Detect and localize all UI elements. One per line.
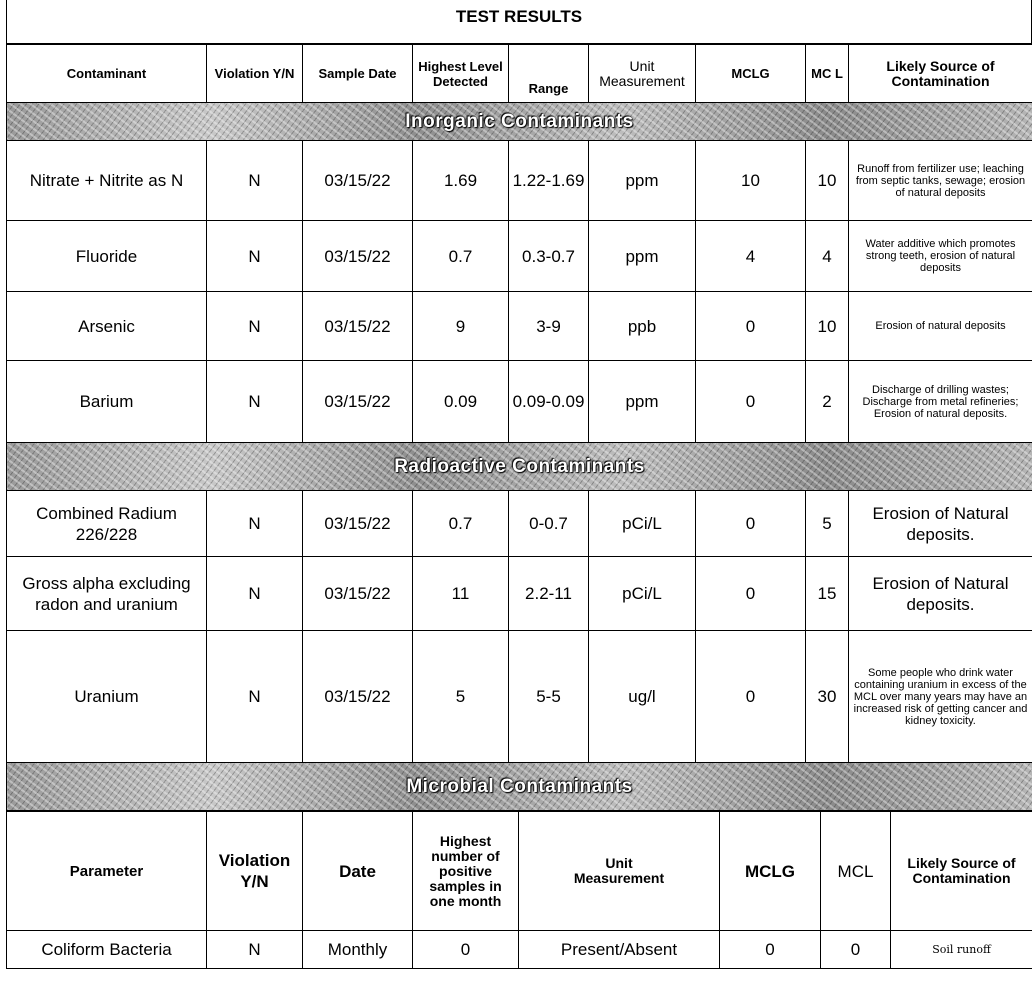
col-header-mcl: MC L	[806, 45, 849, 103]
cell-mclg: 0	[696, 292, 806, 361]
cell-violation: N	[207, 557, 303, 631]
cell-unit: ppm	[589, 221, 696, 292]
cell-mcl: 4	[806, 221, 849, 292]
cell-unit: ppm	[589, 141, 696, 221]
cell-date: 03/15/22	[303, 631, 413, 763]
col-header-unit: Unit Measurement	[589, 45, 696, 103]
cell-source: Some people who drink water containing uranium in excess of the MCL over many years may have an increased risk of getting cancer and kidney toxicity.	[849, 631, 1032, 763]
cell-mcl: 10	[806, 292, 849, 361]
table-row	[7, 221, 1032, 292]
col-header-mcl: MCL	[821, 812, 891, 931]
cell-range: 0.09-0.09	[509, 361, 589, 443]
col-header-source: Likely Source of Contamination	[849, 45, 1032, 103]
cell-highest: 0.7	[413, 221, 509, 292]
cell-mclg: 10	[696, 141, 806, 221]
col-header-contaminant: Contaminant	[7, 45, 207, 103]
cell-source: Erosion of natural deposits	[849, 292, 1032, 361]
cell-date: 03/15/22	[303, 491, 413, 557]
cell-contaminant: Uranium	[7, 631, 207, 763]
cell-range: 3-9	[509, 292, 589, 361]
page-title: TEST RESULTS	[6, 0, 1032, 44]
cell-highest: 9	[413, 292, 509, 361]
col-header-highest-positive: Highest number of positive samples in one month	[413, 812, 519, 931]
cell-mcl: 0	[821, 931, 891, 969]
col-header-date: Date	[303, 812, 413, 931]
table-row	[7, 631, 1032, 763]
cell-date: 03/15/22	[303, 141, 413, 221]
cell-range: 0.3-0.7	[509, 221, 589, 292]
cell-violation: N	[207, 292, 303, 361]
cell-source: Erosion of Natural deposits.	[849, 491, 1032, 557]
cell-date: Monthly	[303, 931, 413, 969]
cell-unit: ug/l	[589, 631, 696, 763]
section-title-inorganic: Inorganic Contaminants	[7, 103, 1032, 141]
cell-unit: ppm	[589, 361, 696, 443]
col-header-highest-level: Highest Level Detected	[413, 45, 509, 103]
cell-date: 03/15/22	[303, 221, 413, 292]
col-header-unit: Unit Measurement	[519, 812, 720, 931]
cell-highest: 5	[413, 631, 509, 763]
table-row	[7, 491, 1032, 557]
cell-source: Discharge of drilling wastes; Discharge from metal refineries; Erosion of natural deposits.	[849, 361, 1032, 443]
cell-date: 03/15/22	[303, 557, 413, 631]
cell-mcl: 5	[806, 491, 849, 557]
section-title-radioactive: Radioactive Contaminants	[7, 443, 1032, 491]
cell-date: 03/15/22	[303, 361, 413, 443]
cell-violation: N	[207, 491, 303, 557]
cell-range: 5-5	[509, 631, 589, 763]
cell-contaminant: Arsenic	[7, 292, 207, 361]
cell-mcl: 10	[806, 141, 849, 221]
cell-mclg: 0	[696, 361, 806, 443]
cell-mcl: 15	[806, 557, 849, 631]
section-band-microbial	[7, 763, 1032, 811]
cell-contaminant: Nitrate + Nitrite as N	[7, 141, 207, 221]
cell-contaminant: Combined Radium 226/228	[7, 491, 207, 557]
col-header-violation: Violation Y/N	[207, 812, 303, 931]
table-row	[7, 292, 1032, 361]
microbial-table	[6, 811, 1032, 969]
cell-violation: N	[207, 141, 303, 221]
cell-mcl: 2	[806, 361, 849, 443]
col-header-parameter: Parameter	[7, 812, 207, 931]
col-header-range: Range	[509, 45, 589, 103]
section-title-microbial: Microbial Contaminants	[7, 763, 1032, 811]
cell-mclg: 4	[696, 221, 806, 292]
cell-source: Water additive which promotes strong teeth, erosion of natural deposits	[849, 221, 1032, 292]
cell-unit: Present/Absent	[519, 931, 720, 969]
cell-violation: N	[207, 221, 303, 292]
cell-source: Erosion of Natural deposits.	[849, 557, 1032, 631]
table-row	[7, 557, 1032, 631]
col-header-sample-date: Sample Date	[303, 45, 413, 103]
col-header-source: Likely Source of Contamination	[891, 812, 1032, 931]
results-table	[6, 44, 1032, 811]
table-row	[7, 141, 1032, 221]
table-header-row	[7, 45, 1032, 103]
cell-highest: 1.69	[413, 141, 509, 221]
cell-highest: 0.7	[413, 491, 509, 557]
section-band-radioactive	[7, 443, 1032, 491]
cell-mclg: 0	[696, 631, 806, 763]
cell-violation: N	[207, 631, 303, 763]
cell-source: Soil runoff	[891, 931, 1032, 969]
cell-highest: 0	[413, 931, 519, 969]
cell-range: 1.22-1.69	[509, 141, 589, 221]
cell-parameter: Coliform Bacteria	[7, 931, 207, 969]
col-header-violation: Violation Y/N	[207, 45, 303, 103]
table-row	[7, 931, 1032, 969]
cell-unit: pCi/L	[589, 557, 696, 631]
cell-unit: ppb	[589, 292, 696, 361]
cell-source: Runoff from fertilizer use; leaching from septic tanks, sewage; erosion of natural deposits	[849, 141, 1032, 221]
section-band-inorganic	[7, 103, 1032, 141]
cell-mclg: 0	[696, 491, 806, 557]
cell-highest: 0.09	[413, 361, 509, 443]
cell-highest: 11	[413, 557, 509, 631]
test-results-document	[6, 0, 1032, 985]
microbial-header-row	[7, 812, 1032, 931]
cell-contaminant: Barium	[7, 361, 207, 443]
table-row	[7, 361, 1032, 443]
col-header-mclg: MCLG	[696, 45, 806, 103]
cell-mcl: 30	[806, 631, 849, 763]
cell-mclg: 0	[696, 557, 806, 631]
cell-contaminant: Gross alpha excluding radon and uranium	[7, 557, 207, 631]
col-header-mclg: MCLG	[720, 812, 821, 931]
cell-range: 2.2-11	[509, 557, 589, 631]
cell-contaminant: Fluoride	[7, 221, 207, 292]
cell-range: 0-0.7	[509, 491, 589, 557]
cell-unit: pCi/L	[589, 491, 696, 557]
cell-violation: N	[207, 931, 303, 969]
cell-violation: N	[207, 361, 303, 443]
cell-date: 03/15/22	[303, 292, 413, 361]
cell-mclg: 0	[720, 931, 821, 969]
